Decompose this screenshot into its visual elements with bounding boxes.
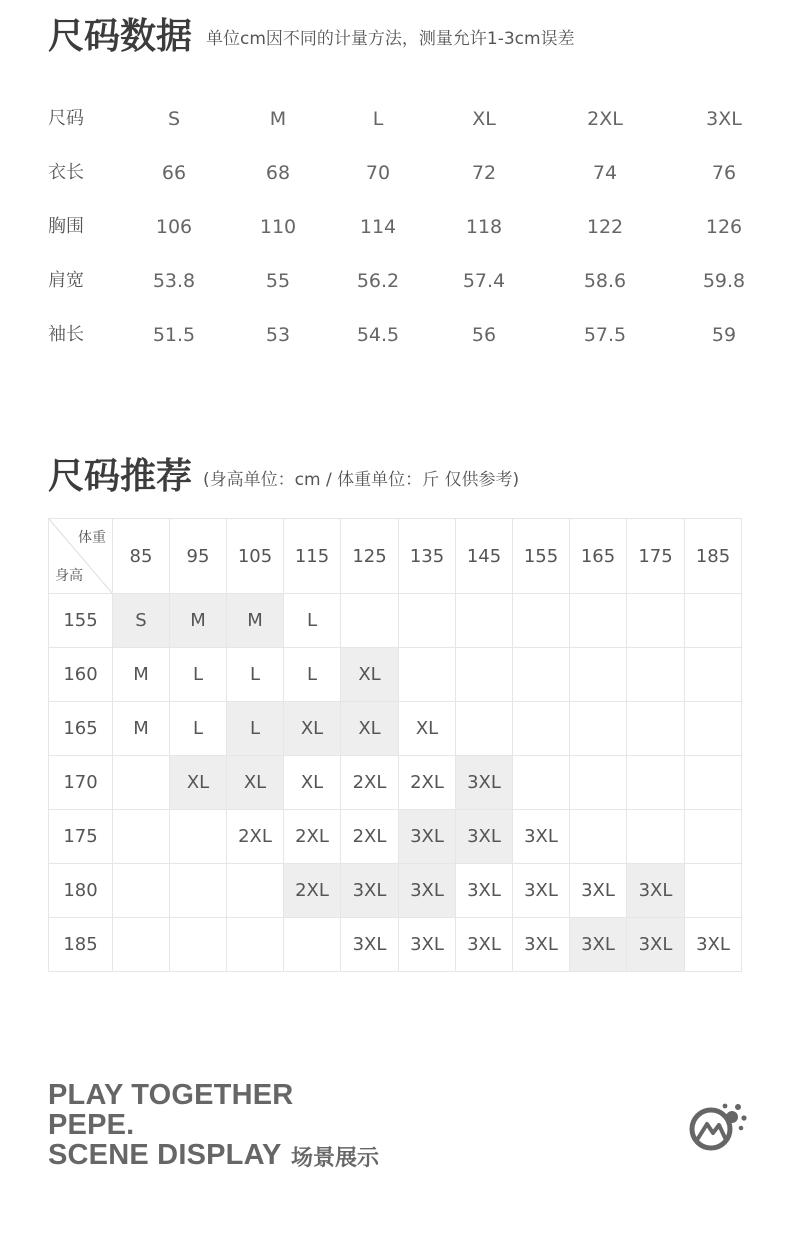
grid-size-cell: 3XL (399, 810, 456, 864)
size-recommend-subtitle: (身高单位：cm / 体重单位：斤 仅供参考) (203, 470, 520, 490)
grid-weight-header: 165 (570, 519, 627, 594)
grid-height-header: 185 (49, 918, 113, 972)
grid-size-cell: L (170, 702, 227, 756)
grid-size-cell: 3XL (456, 918, 513, 972)
grid-row (49, 702, 742, 756)
sun-mountain-logo-icon (688, 1100, 748, 1152)
grid-size-cell: 3XL (456, 864, 513, 918)
grid-size-cell: XL (227, 756, 284, 810)
grid-row (49, 918, 742, 972)
grid-size-cell (627, 594, 685, 648)
grid-size-cell: 3XL (513, 864, 570, 918)
grid-weight-header: 135 (399, 519, 456, 594)
grid-weight-header: 145 (456, 519, 513, 594)
grid-size-cell: 3XL (685, 918, 742, 972)
grid-size-cell: 3XL (627, 864, 685, 918)
slogan-line-2: PEPE. (48, 1109, 135, 1141)
grid-size-cell (341, 594, 399, 648)
grid-weight-header: 185 (685, 519, 742, 594)
size-data-cell: 106 (155, 216, 193, 238)
size-data-cell: 56 (471, 324, 497, 346)
grid-size-cell (570, 810, 627, 864)
grid-size-cell (627, 810, 685, 864)
grid-row (49, 864, 742, 918)
grid-size-cell: 2XL (284, 810, 341, 864)
grid-size-cell (113, 864, 170, 918)
grid-size-cell: XL (170, 756, 227, 810)
size-data-row-label: 尺码 (48, 108, 84, 129)
grid-corner-cell (49, 519, 113, 594)
grid-weight-header: 85 (113, 519, 170, 594)
grid-size-cell (170, 918, 227, 972)
size-data-cell: 3XL (706, 108, 742, 130)
grid-row (49, 594, 742, 648)
grid-size-cell (685, 594, 742, 648)
grid-size-cell (513, 702, 570, 756)
grid-size-cell: M (170, 594, 227, 648)
grid-size-cell: 2XL (341, 810, 399, 864)
grid-size-cell (685, 810, 742, 864)
size-data-row (48, 200, 758, 254)
grid-height-header: 170 (49, 756, 113, 810)
grid-row (49, 648, 742, 702)
grid-size-cell: XL (284, 702, 341, 756)
size-data-row-label: 袖长 (48, 324, 84, 345)
size-data-cell: 110 (259, 216, 297, 238)
grid-size-cell: L (170, 648, 227, 702)
size-data-cell: S (167, 108, 181, 130)
size-data-cell: 126 (705, 216, 743, 238)
grid-size-cell (113, 918, 170, 972)
grid-height-header: 165 (49, 702, 113, 756)
size-data-cell: 55 (265, 270, 291, 292)
size-data-cell: 72 (471, 162, 497, 184)
grid-size-cell: L (227, 702, 284, 756)
grid-size-cell: 3XL (570, 918, 627, 972)
grid-row (49, 756, 742, 810)
size-data-cell: 56.2 (356, 270, 400, 292)
grid-size-cell: 2XL (341, 756, 399, 810)
grid-size-cell (113, 756, 170, 810)
size-data-cell: 53.8 (152, 270, 196, 292)
slogan-line-3: SCENE DISPLAY (48, 1139, 282, 1171)
grid-size-cell (456, 648, 513, 702)
size-data-subtitle: 单位cm因不同的计量方法，测量允许1-3cm误差 (206, 29, 575, 49)
grid-size-cell: XL (399, 702, 456, 756)
grid-height-header: 180 (49, 864, 113, 918)
grid-size-cell: 3XL (399, 918, 456, 972)
slogan-line-1: PLAY TOGETHER (48, 1079, 294, 1111)
grid-size-cell: 3XL (456, 810, 513, 864)
size-data-cell: 70 (365, 162, 391, 184)
size-data-row (48, 308, 758, 362)
grid-size-cell (685, 702, 742, 756)
size-data-cell: 53 (265, 324, 291, 346)
grid-size-cell: 3XL (341, 918, 399, 972)
grid-weight-header: 125 (341, 519, 399, 594)
size-data-title: 尺码数据 (48, 16, 193, 57)
grid-size-cell (570, 648, 627, 702)
grid-size-cell (113, 810, 170, 864)
grid-size-cell (227, 918, 284, 972)
grid-size-cell: S (113, 594, 170, 648)
size-data-cell: 114 (359, 216, 397, 238)
size-recommend-title: 尺码推荐 (48, 456, 193, 497)
grid-weight-header: 155 (513, 519, 570, 594)
size-data-cell: XL (472, 108, 496, 130)
grid-size-cell: L (284, 594, 341, 648)
grid-size-cell: 3XL (570, 864, 627, 918)
grid-size-cell: 2XL (227, 810, 284, 864)
grid-row (49, 810, 742, 864)
grid-size-cell: 3XL (341, 864, 399, 918)
grid-size-cell: L (227, 648, 284, 702)
grid-size-cell (627, 648, 685, 702)
size-data-row-label: 胸围 (48, 216, 84, 237)
grid-size-cell (170, 810, 227, 864)
grid-size-cell (456, 594, 513, 648)
grid-size-cell (685, 756, 742, 810)
grid-size-cell (170, 864, 227, 918)
size-data-cell: M (269, 108, 287, 130)
grid-size-cell (685, 864, 742, 918)
grid-size-cell: XL (341, 648, 399, 702)
size-data-row-label: 衣长 (48, 162, 84, 183)
size-data-cell: L (372, 108, 384, 130)
size-data-cell: 54.5 (356, 324, 400, 346)
grid-size-cell (227, 864, 284, 918)
grid-size-cell: 3XL (399, 864, 456, 918)
grid-size-cell: 3XL (513, 918, 570, 972)
grid-size-cell (685, 648, 742, 702)
size-data-cell: 122 (586, 216, 624, 238)
grid-height-header: 160 (49, 648, 113, 702)
grid-size-cell: 3XL (456, 756, 513, 810)
grid-size-cell (627, 756, 685, 810)
size-data-row (48, 92, 758, 146)
size-data-cell: 58.6 (583, 270, 627, 292)
grid-height-header: 155 (49, 594, 113, 648)
size-data-row (48, 146, 758, 200)
grid-size-cell (570, 594, 627, 648)
grid-size-cell (399, 648, 456, 702)
grid-size-cell: 3XL (513, 810, 570, 864)
grid-weight-header: 105 (227, 519, 284, 594)
grid-size-cell: M (227, 594, 284, 648)
size-data-cell: 118 (465, 216, 503, 238)
grid-weight-header: 95 (170, 519, 227, 594)
grid-weight-header: 115 (284, 519, 341, 594)
grid-size-cell (456, 702, 513, 756)
size-data-cell: 66 (161, 162, 187, 184)
grid-size-cell: L (284, 648, 341, 702)
grid-size-cell (513, 648, 570, 702)
grid-size-cell: M (113, 702, 170, 756)
grid-size-cell: M (113, 648, 170, 702)
grid-size-cell: 2XL (399, 756, 456, 810)
grid-height-header: 175 (49, 810, 113, 864)
grid-size-cell (627, 702, 685, 756)
grid-size-cell: 3XL (627, 918, 685, 972)
grid-size-cell: XL (341, 702, 399, 756)
grid-size-cell (284, 918, 341, 972)
size-data-table (48, 92, 758, 362)
grid-weight-header: 175 (627, 519, 685, 594)
size-data-cell: 59 (711, 324, 737, 346)
grid-size-cell: XL (284, 756, 341, 810)
grid-size-cell (513, 594, 570, 648)
size-data-cell: 57.4 (462, 270, 506, 292)
grid-size-cell (570, 702, 627, 756)
grid-size-cell (513, 756, 570, 810)
size-data-cell: 51.5 (152, 324, 196, 346)
size-data-cell: 76 (711, 162, 737, 184)
grid-size-cell: 2XL (284, 864, 341, 918)
corner-height-label: 身高 (55, 568, 83, 584)
corner-weight-label: 体重 (78, 530, 106, 546)
size-data-cell: 59.8 (702, 270, 746, 292)
grid-size-cell (570, 756, 627, 810)
size-recommend-grid (48, 518, 742, 972)
size-data-cell: 57.5 (583, 324, 627, 346)
size-data-cell: 2XL (587, 108, 623, 130)
grid-size-cell (399, 594, 456, 648)
size-data-cell: 68 (265, 162, 291, 184)
size-data-row (48, 254, 758, 308)
scene-display-label: 场景展示 (291, 1146, 380, 1171)
size-data-cell: 74 (592, 162, 618, 184)
size-data-row-label: 肩宽 (48, 270, 84, 291)
grid-header-row (49, 519, 742, 594)
